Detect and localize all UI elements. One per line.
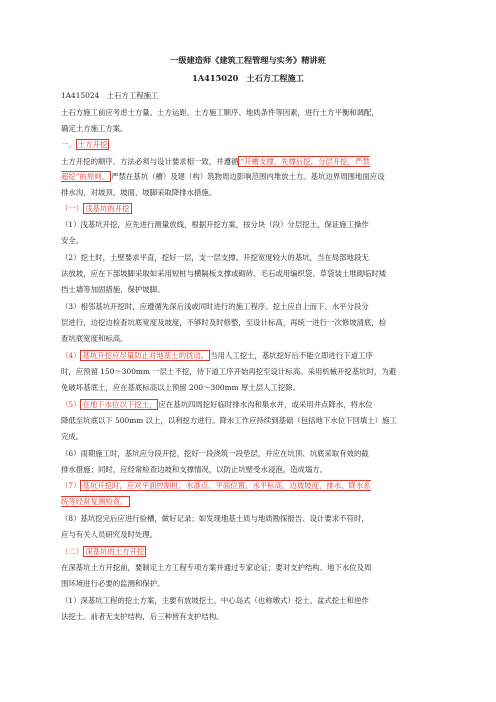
item-5-cont: 降低至坑底以下 500mm 以上，以利挖方进行。降水工作应持续到基础（包括地下水位下回填土）施工 (61, 416, 397, 425)
item-3-cont: 查坑底宽度和标高。 (61, 334, 128, 343)
heading-shallow-pit (61, 204, 132, 214)
item-1: （1）浅基坑开挖，应先进行测量放线，根据开挖方案，按分块（段）分层挖土，保证施工操作 (61, 220, 369, 229)
item-prefix: （4） (61, 351, 81, 360)
highlight-principle: “开槽支撑，先撑后挖，分层开挖，严禁 (240, 157, 370, 166)
heading-earth-excavation (61, 140, 109, 150)
heading-label: 土方开挖 (77, 140, 108, 149)
item-5-cont: 完成。 (61, 432, 84, 441)
highlight-principle-end: 超挖”的原则。 (61, 172, 110, 181)
item-4 (61, 351, 373, 361)
section-heading: 1A415024 土石方工程施工 (61, 91, 159, 100)
deep-pit-item-1: （1）深基坑工程的挖土方案，主要有放坡挖土、中心岛式（也称墩式）挖土、盆式挖土和逆作 (61, 596, 369, 605)
highlight-disturbance: 基坑开挖应尽量防止对地基土的扰动。 (82, 351, 209, 360)
deep-pit-item-1-cont: 法挖土。前者无支护结构，后三种皆有支护结构。 (61, 612, 224, 621)
heading-prefix: （一） (61, 204, 84, 213)
highlight-recheck: 基坑开挖时，应对平面控制桩、水准点、平面位置、水平标高、边坡坡度、排水、降水系 (82, 481, 371, 490)
item-1-cont: 安全。 (61, 236, 84, 245)
paragraph-excavation-principle (61, 157, 370, 167)
document-subtitle: 1A415020 土石方工程施工 (192, 73, 304, 83)
text-run: 应在基坑四周挖好临时排水沟和集水井，或采用井点降水，将水位 (158, 400, 373, 409)
highlight-below-water: 在地下水位以下挖土， (82, 400, 157, 409)
item-prefix: （7） (61, 481, 81, 490)
heading-prefix: （二） (61, 547, 84, 556)
item-2-cont: 法放坡，应在下部坡脚采取如采用短桩与横隔板支撑或砌砖、毛石或用编织袋、草袋装土堆砌临时矮 (61, 269, 387, 278)
item-7-cont (61, 497, 130, 507)
item-5 (61, 400, 373, 410)
text-run: 土方开挖的顺序、方法必须与设计要求相一致，并遵循 (61, 157, 239, 166)
paragraph-excavation-principle-cont (61, 172, 385, 182)
item-3-cont: 层进行，边挖边检查坑底宽度及坡度，不够时及时修整，至设计标高，再统一进行一次修坡清底，检 (61, 318, 387, 327)
item-6-cont: 排水措施；同时，应经常检查边坡和支撑情况，以防止坑壁受水浸泡，造成塌方。 (61, 465, 328, 474)
heading-prefix: 一、 (61, 140, 76, 149)
item-7 (61, 481, 371, 491)
item-prefix: （5） (61, 400, 81, 409)
item-2-cont: 挡土墙等加固措施，保护坡脚。 (61, 285, 165, 294)
item-4-cont: 免破坏基底土，应在基底标高以上预留 200～300mm 厚土层人工挖除。 (61, 383, 301, 392)
heading-label: 浅基坑的开挖 (85, 204, 130, 213)
intro-paragraph: 土石方施工前应考虑土方量、土方运距、土方施工顺序、地质条件等因素，进行土方平衡和调配， (61, 108, 379, 117)
item-4-cont: 时，应预留 150～300mm 一层土不挖，待下道工序开始再挖至设计标高。采用机械开挖基坑时，为避 (61, 367, 397, 376)
item-3: （3）相邻基坑开挖时，应遵循先深后浅或同时进行的施工程序。挖土应自上而下、水平分段分 (61, 302, 369, 311)
item-8: （8）基坑挖完后应进行验槽，做好记录；如发现地基土质与地质勘探报告、设计要求不符时， (61, 514, 369, 523)
paragraph-drainage: 排水沟，对坡顶、坡面、坡脚采取降排水措施。 (61, 188, 217, 197)
item-6: （6）雨期施工时，基坑应分段开挖，挖好一段浇筑一段垫层，并应在坑顶、坑底采取有效的截 (61, 449, 369, 458)
intro-paragraph-cont: 确定土方施工方案。 (61, 124, 128, 133)
heading-deep-pit (61, 547, 146, 557)
highlight-recheck-end: 统等经常复测检查。 (61, 497, 128, 506)
item-8-cont: 应与有关人员研究及时处理。 (61, 530, 158, 539)
document-title: 一级建造师《建筑工程管理与实务》精讲班 (170, 55, 326, 65)
text-run: 当用人工挖土，基坑挖好后不能立即进行下道工序 (210, 351, 373, 360)
deep-pit-intro: 在深基坑土方开挖前，要制定土方工程专项方案并通过专家论证；要对支护结构、地下水位及周 (61, 563, 372, 572)
item-2: （2）挖土时，土壁要求平直，挖好一层，支一层支撑。开挖宽度较大的基坑，当在局部地段无 (61, 253, 369, 262)
heading-label: 深基坑的土方开挖 (85, 547, 145, 556)
text-run: 严禁在基坑（槽）及建（构）筑物周边影响范围内堆放土方。基坑边界周围地面应设 (111, 172, 385, 181)
deep-pit-intro-cont: 围环境进行必要的监测和保护。 (61, 579, 165, 588)
